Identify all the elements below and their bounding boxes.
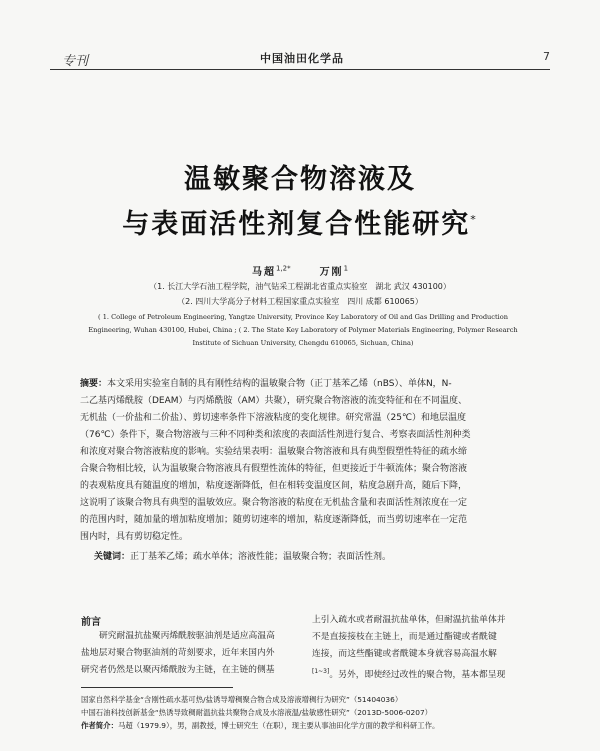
intro-heading: 前言: [81, 617, 101, 628]
author-bio: [81, 719, 561, 732]
author-1-sup: 1,2*: [275, 264, 291, 273]
title-line-2: [0, 200, 600, 245]
abstract-line: 和浓度对聚合物溶液粘度的影响。实验结果表明：温敏聚合物溶液和具有典型假塑性特征的疏水缔: [80, 447, 468, 457]
abstract-line: 二乙基丙烯酰胺（DEAM）与丙烯酰胺（AM）共聚），研究聚合物溶液的流变特征和在不同温度、: [80, 396, 467, 406]
abstract-line: 围内时，具有剪切稳定性。: [80, 532, 189, 542]
funding-note-1: 国家自然科学基金“含刚性疏水基可热/盐诱导增稠聚合物合成及溶液增稠行为研究”（51404036）: [81, 695, 403, 704]
abstract-line: （76℃）条件下，聚合物溶液与三种不同种类和浓度的表面活性剂进行复合、考察表面活性剂种类: [80, 430, 471, 440]
keywords-text: 正丁基苯乙烯；疏水单体；溶液性能；温敏聚合物；表面活性剂。: [130, 552, 392, 562]
intro-line: 上引入疏水或者耐温抗盐单体，但耐温抗盐单体并: [312, 615, 506, 625]
citation-marker: [1~3]: [312, 668, 330, 675]
author-list: [0, 263, 600, 278]
abstract-line-text: 本文采用实验室自制的具有刚性结构的温敏聚合物（正丁基苯乙烯（nBS）、单体N，N-: [107, 379, 452, 389]
footnotes: [81, 693, 561, 732]
footnote-rule: [81, 687, 233, 688]
affiliation-en: [78, 311, 528, 350]
abstract-line: [80, 376, 552, 393]
header-page-number: 7: [543, 50, 550, 63]
abstract-label: 摘要：: [80, 379, 108, 389]
header-section-label: 专刊: [62, 54, 89, 69]
funding-note-2: 中国石油科技创新基金“热诱导致稠耐温抗盐共聚物合成及水溶液温/盐敏感性研究”（2013D-5006-0207）: [81, 708, 433, 717]
abstract-line: 无机盐（一价盐和二价盐）、剪切速率条件下溶液粘度的变化规律。研究常温（25℃）和地层温度: [80, 413, 467, 423]
intro-line: 连接，而这些酯键或者酰键本身就容易高温水解: [312, 649, 497, 659]
intro-right-column: [312, 612, 554, 684]
abstract-line: 的范围内时，随加量的增加粘度增加；随剪切速率的增加，粘度逐渐降低，而当剪切速率在一定范: [80, 515, 468, 525]
intro-line: [81, 628, 309, 645]
intro-line: 研究者仍然是以聚丙烯酰胺为主链，在主链的侧基: [81, 665, 275, 675]
affiliation-en-line-1: ( 1. College of Petroleum Engineering, Yangtze University, Province Key Laboratory of Oil and Gas Drilling and Production: [98, 313, 508, 321]
abstract-line: 合聚合物相比较，认为温敏聚合物溶液具有假塑性流体的特征，但更接近于牛顿流体；聚合物溶液: [80, 464, 468, 474]
affiliation-cn-2: （2. 四川大学高分子材料工程国家重点实验室 四川 成都 610065）: [177, 297, 423, 306]
abstract: [80, 376, 552, 546]
title-footnote-mark: *: [470, 213, 478, 226]
header-journal-name: 中国油田化学品: [260, 52, 344, 65]
intro-left-column: [81, 628, 309, 679]
author-1: 马超: [251, 267, 276, 278]
author-bio-text: 马超（1979.9），男，副教授，博士研究生（在职），现主要从事油田化学方面的教学和科研工作。: [117, 721, 440, 730]
title-line-1: 温敏聚合物溶液及: [184, 164, 416, 195]
running-header: [50, 46, 550, 68]
article-title: [0, 160, 600, 245]
affiliation-en-line-3: Institute of Sichuan University, Chengdu 610065, Sichuan, China): [192, 339, 414, 347]
affiliation-cn-1: （1. 长江大学石油工程学院，油气钻采工程湖北省重点实验室 湖北 武汉 430100）: [149, 282, 451, 291]
author-2-sup: 1: [343, 264, 349, 273]
author-bio-label: 作者简介：: [81, 721, 118, 730]
affiliation-en-line-2: Engineering, Wuhan 430100, Hubei, China ; ( 2. The State Key Laboratory of Polymer Materials Engineering, Polymer Research: [88, 326, 518, 334]
header-rule: [50, 69, 550, 70]
keywords-label: 关键词：: [94, 552, 131, 562]
title-line-2-text: 与表面活性剂复合性能研究: [122, 209, 471, 240]
intro-line-text: 。另外，即使经过改性的聚合物，基本都呈现: [329, 669, 506, 680]
intro-line-text: 研究耐温抗盐聚丙烯酰胺驱油剂是适应高温高: [99, 631, 275, 641]
intro-line: 盐地层对聚合物驱油剂的苛刻要求，近年来国内外: [81, 648, 275, 658]
intro-line: [312, 663, 554, 684]
abstract-line: 这说明了该聚合物具有典型的温敏效应。聚合物溶液的粘度在无机盐含量和表面活性剂浓度在一定: [80, 498, 468, 508]
keywords: [94, 549, 554, 566]
intro-line: 不是直接接枝在主链上，而是通过酯键或者酰键: [312, 632, 497, 642]
author-2: 万刚: [319, 267, 344, 278]
abstract-line: 的表观粘度具有随温度的增加，粘度逐渐降低，但在相转变温度区间，粘度急剧升高，随后下降，: [80, 481, 468, 491]
